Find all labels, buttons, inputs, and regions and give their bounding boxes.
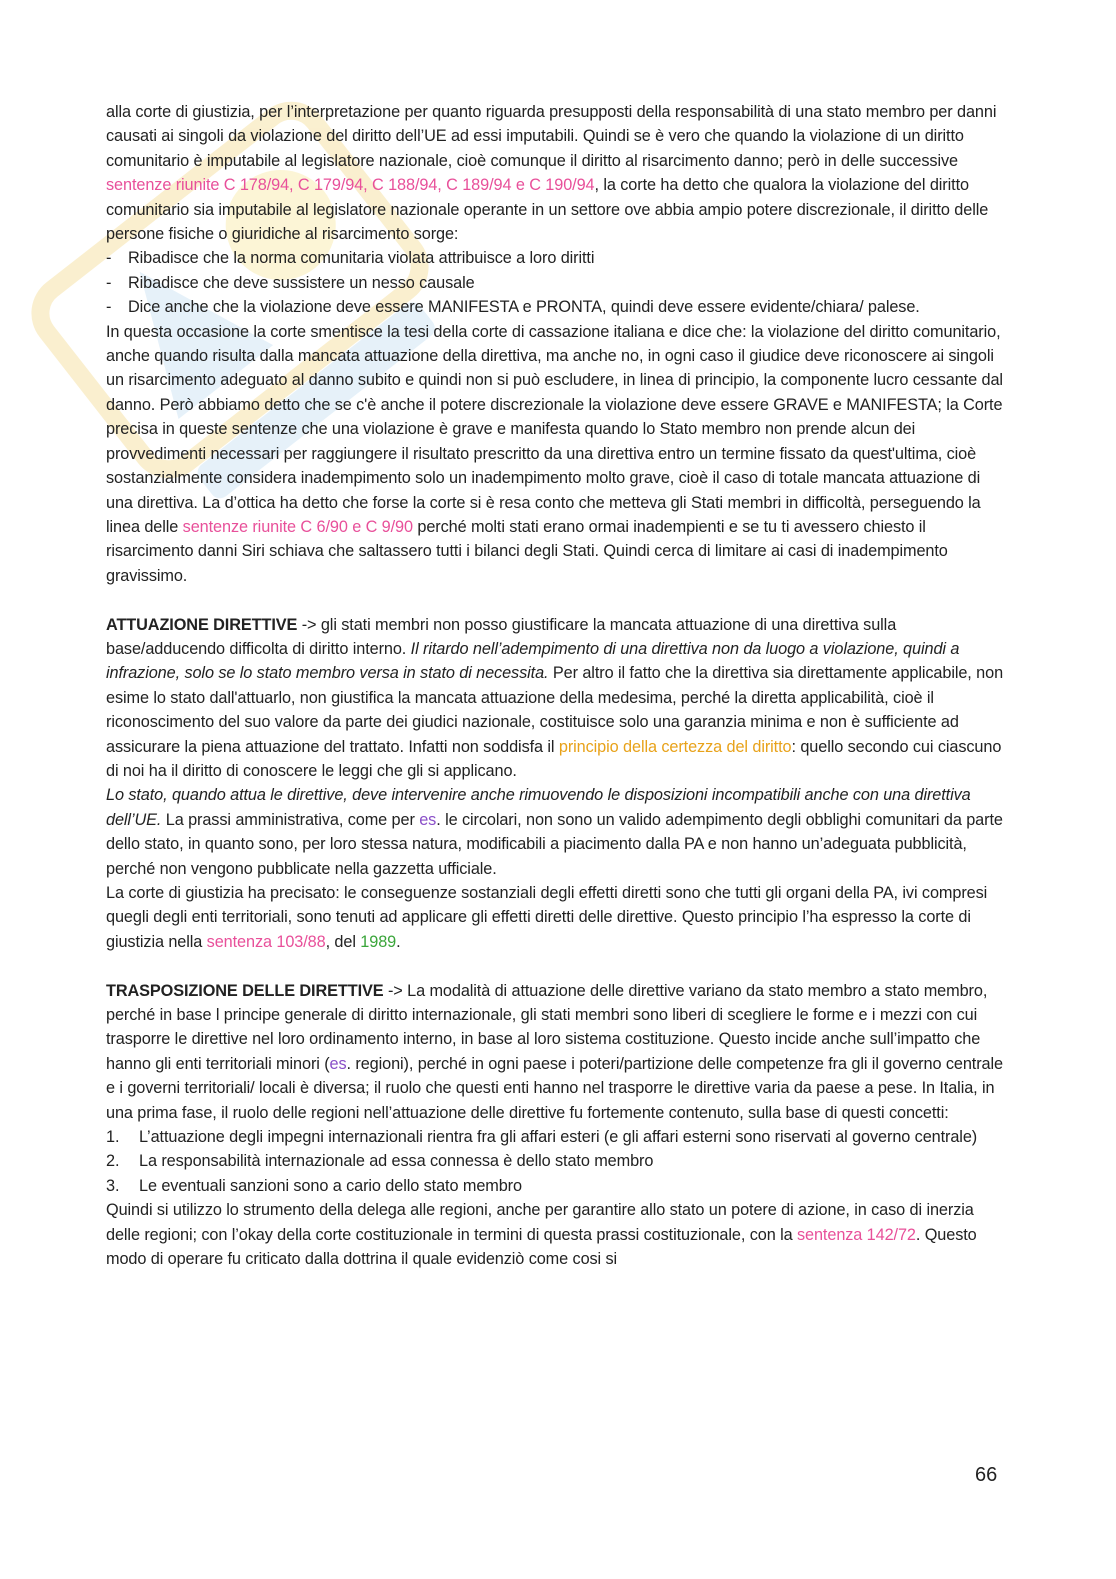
principle-highlight: principio della certezza del diritto (558, 737, 792, 756)
case-reference-link: sentenze riunite C 6/90 e C 9/90 (182, 517, 413, 536)
list-item: 3. Le eventuali sanzioni sono a cario dello stato membro (106, 1176, 522, 1195)
year-highlight: 1989 (360, 932, 397, 951)
list-item: - Dice anche che la violazione deve essere MANIFESTA e PRONTA, quindi deve essere evidente/chiara/ palese. (106, 298, 920, 317)
paragraph-7: Quindi si utilizzo lo strumento della delega alle regioni, anche per garantire allo stato un potere di azione, in caso di inerzia delle regioni; con l’okay della corte costituzionale in termini di questa prassi costituzionale, con la sentenza 142/72. Questo modo di operare fu criticato dalla dottrina il quale evidenziò come cosi si (106, 1201, 977, 1269)
paragraph-5: La corte di giustizia ha precisato: le conseguenze sostanziali degli effetti diretti sono che tutti gli organi della PA, ivi compresi quegli degli enti territoriali, sono tenuti ad applicare gli effetti diretti delle direttive. Questo principio l’ha espresso la corte di giustizia nella sentenza 103/88, del 1989. (106, 883, 988, 951)
paragraph-1: alla corte di giustizia, per l’interpretazione per quanto riguarda presupposti della responsabilità di una stato membro per danni causati ai singoli da violazione del diritto dell’UE ad essi imputabili. Quindi se è vero che quando la violazione di un diritto comunitario è imputabile al legislatore nazionale, cioè comunque il diritto al risarcimento danno; però in delle successive sentenze riunite C 178/94, C 179/94, C 188/94, C 189/94 e C 190/94, la corte ha detto che qualora la violazione del diritto comunitario sia imputabile al legislatore nazionale operante in un settore ove abbia ampio potere discrezionale, il diritto delle persone fisiche o giuridiche al risarcimento sorge: (106, 103, 997, 244)
paragraph-attuazione: ATTUAZIONE DIRETTIVE -> gli stati membri non posso giustificare la mancata attuazione di una direttiva sulla base/adducendo difficolta di diritto interno. Il ritardo nell’adempimento di una direttiva non da luogo a violazione, quindi a infrazione, solo se lo stato membro versa in stato di necessita. Per altro il fatto che la direttiva sia direttamente applicabile, non esime lo stato dall'attuarlo, non giustifica la mancata attuazione della medesima, perché la diretta applicabilità, cioè il riconoscimento del suo valore da parte dei giudici nazionale, costituisce solo una garanzia minima e non è sufficiente ad assicurare la piena attuazione del trattato. Infatti non soddisfa il principio della certezza del diritto: quello secondo cui ciascuno di noi ha il diritto di conoscere le leggi che gli si applicano. (106, 615, 1004, 780)
paragraph-trasposizione: TRASPOSIZIONE DELLE DIRETTIVE -> La modalità di attuazione delle direttive variano da stato membro a stato membro, perché in base l principe generale di diritto internazionale, gli stati membri sono liberi di scegliere le forme e i mezzi con cui trasporre le direttive nel loro ordinamento interno, in base al loro sistema costituzione. Questo incide anche sull’impatto che hanno gli enti territoriali minori (es. regioni), perché in ogni paese i poteri/partizione delle competenze fra gli il governo centrale e i governi territoriali/ locali è diversa; il ruolo che questi enti hanno nel trasporre le direttive varia da paese a pese. In Italia, in una prima fase, il ruolo delle regioni nell’attuazione delle direttive fu fortemente contenuto, sulla base di questi concetti: (106, 981, 1003, 1122)
page-number: 66 (975, 1464, 998, 1486)
paragraph-2: In questa occasione la corte smentisce la tesi della corte di cassazione italiana e dice che: la violazione del diritto comunitario, anche quando risulta dalla mancata attuazione della direttiva, ma anche no, in ogni caso il giudice deve riconoscere ai singoli un risarcimento adeguato al danno subito e quindi non si può escludere, in linea di principio, la componente lucro cessante dal danno. Però abbiamo detto che se c'è anche il potere discrezionale la violazione deve essere GRAVE e MANIFESTA; la Corte precisa in queste sentenze che una violazione è grave e manifesta quando lo Stato membro non prende alcun dei provvedimenti necessari per raggiungere il risultato prescritto da una direttiva entro un termine fissato da quest'ultima, cioè sostanzialmente considera inadempimento solo un inadempimento molto grave, cioè il caso di totale mancata attuazione di una direttiva. La d’ottica ha detto che forse la corte si è resa conto che metteva gli Stati membri in difficoltà, perseguendo la linea delle sentenze riunite C 6/90 e C 9/90 perché molti stati erano ormai inadempienti e se tu ti avessero chiesto il risarcimento danni Siri schiava che saltassero tutti i bilanci degli Stati. Quindi cerca di limitare ai casi di inadempimento gravissimo. (106, 322, 1003, 585)
list-item: - Ribadisce che deve sussistere un nesso causale (106, 273, 475, 292)
example-abbrev: es (329, 1054, 347, 1073)
list-item: 2. La responsabilità internazionale ad essa connessa è dello stato membro (106, 1152, 654, 1171)
case-reference-link: sentenze riunite C 178/94, C 179/94, C 188/94, C 189/94 e C 190/94 (106, 176, 595, 195)
numbered-list (106, 1125, 1006, 1198)
section-heading: ATTUAZIONE DIRETTIVE (106, 615, 298, 634)
list-item: - Ribadisce che la norma comunitaria violata attribuisce a loro diritti (106, 249, 595, 268)
case-reference-link: sentenza 142/72 (796, 1225, 916, 1244)
paragraph-4: Lo stato, quando attua le direttive, deve intervenire anche rimuovendo le disposizioni incompatibili anche con una direttiva dell’UE. La prassi amministrativa, come per es. le circolari, non sono un valido adempimento degli obblighi comunitari da parte dello stato, in quanto sono, per loro stessa natura, modificabili a piacimento dalla PA e non hanno un’adeguata pubblicità, perché non vengono pubblicate nella gazzetta ufficiale. (106, 786, 1003, 878)
document-body (106, 100, 1006, 1271)
list-item: 1. L’attuazione degli impegni internazionali rientra fra gli affari esteri (e gli affari esterni sono riservati al governo centrale) (106, 1128, 978, 1147)
case-reference-link: sentenza 103/88 (206, 932, 326, 951)
example-abbrev: es (419, 810, 437, 829)
bullet-list (106, 246, 1006, 319)
section-heading: TRASPOSIZIONE DELLE DIRETTIVE (106, 981, 384, 1000)
